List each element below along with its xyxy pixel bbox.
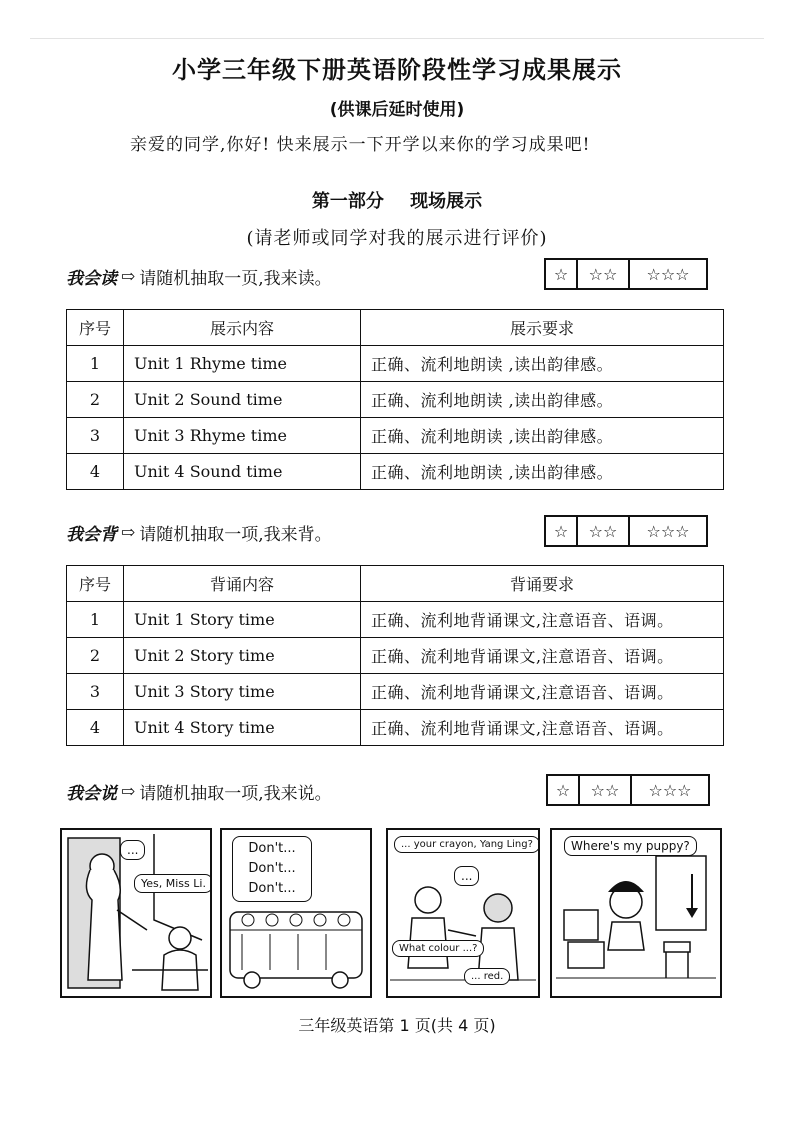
part-note: (请老师或同学对我的展示进行评价) (246, 228, 548, 249)
row-content: Unit 4 Story time (124, 710, 361, 746)
rating-three-stars[interactable]: ☆☆☆ (646, 264, 690, 284)
rating-two-stars[interactable]: ☆☆ (578, 260, 630, 288)
row-content: Unit 1 Story time (124, 602, 361, 638)
speech-bubble: ... (120, 840, 145, 860)
speech-bubble: Where's my puppy? (564, 836, 697, 856)
read-section-header (66, 264, 332, 289)
rating-three-stars[interactable]: ☆☆☆ (646, 521, 690, 541)
read-tag: 我会读 (66, 269, 117, 289)
col-header-requirement: 背诵要求 (361, 566, 724, 602)
row-content: Unit 3 Rhyme time (124, 418, 361, 454)
page-footer: 三年级英语第 1 页(共 4 页) (298, 1016, 496, 1035)
row-content: Unit 2 Sound time (124, 382, 361, 418)
col-header-content: 背诵内容 (124, 566, 361, 602)
row-number: 2 (67, 638, 124, 674)
row-number: 3 (67, 418, 124, 454)
speak-rating-box (546, 774, 710, 806)
comic-panel-classroom (60, 828, 212, 998)
rating-one-star[interactable]: ☆ (546, 517, 578, 545)
speech-bubble: Yes, Miss Li. (134, 874, 212, 893)
row-requirement: 正确、流利地背诵课文,注意语音、语调。 (361, 674, 724, 710)
row-content: Unit 2 Story time (124, 638, 361, 674)
row-number: 1 (67, 602, 124, 638)
row-number: 3 (67, 674, 124, 710)
speech-bubble (232, 836, 312, 902)
read-rating-box (544, 258, 708, 290)
part-label: 第一部分 (311, 191, 384, 212)
rating-three-stars[interactable]: ☆☆☆ (648, 780, 692, 800)
table-row (67, 346, 724, 382)
row-requirement: 正确、流利地背诵课文,注意语音、语调。 (361, 710, 724, 746)
table-header-row (67, 310, 724, 346)
table-row (67, 418, 724, 454)
row-requirement: 正确、流利地朗读 ,读出韵律感。 (361, 418, 724, 454)
row-content: Unit 4 Sound time (124, 454, 361, 490)
table-row (67, 382, 724, 418)
page-subtitle: (供课后延时使用) (329, 100, 465, 120)
col-header-content: 展示内容 (124, 310, 361, 346)
speak-tag: 我会说 (66, 784, 117, 804)
bubble-line: Don't... (248, 861, 296, 876)
rating-one-star[interactable]: ☆ (546, 260, 578, 288)
recite-instruction: 请随机抽取一项,我来背。 (139, 525, 332, 545)
greeting-text: 亲爱的同学,你好! 快来展示一下开学以来你的学习成果吧! (130, 135, 591, 155)
col-header-number: 序号 (67, 566, 124, 602)
speak-section-header (66, 779, 332, 804)
top-rule (30, 38, 764, 39)
bubble-line: Don't... (248, 841, 296, 856)
bubble-line: Don't... (248, 881, 296, 896)
row-requirement: 正确、流利地朗读 ,读出韵律感。 (361, 346, 724, 382)
row-requirement: 正确、流利地朗读 ,读出韵律感。 (361, 382, 724, 418)
recite-rating-box (544, 515, 708, 547)
rating-one-star[interactable]: ☆ (548, 776, 580, 804)
speech-bubble: What colour ...? (392, 940, 484, 957)
table-row (67, 674, 724, 710)
comic-strip (60, 828, 720, 998)
row-requirement: 正确、流利地背诵课文,注意语音、语调。 (361, 638, 724, 674)
recite-table (66, 565, 724, 746)
row-content: Unit 1 Rhyme time (124, 346, 361, 382)
row-number: 4 (67, 454, 124, 490)
row-number: 1 (67, 346, 124, 382)
recite-section-header (66, 520, 332, 545)
arrow-right-icon: ⇨ (121, 266, 136, 287)
read-instruction: 请随机抽取一页,我来读。 (139, 269, 332, 289)
table-row (67, 602, 724, 638)
comic-panel-puppy (550, 828, 722, 998)
rating-two-stars[interactable]: ☆☆ (580, 776, 632, 804)
row-requirement: 正确、流利地背诵课文,注意语音、语调。 (361, 602, 724, 638)
col-header-requirement: 展示要求 (361, 310, 724, 346)
part-name: 现场展示 (410, 191, 483, 212)
row-requirement: 正确、流利地朗读 ,读出韵律感。 (361, 454, 724, 490)
recite-tag: 我会背 (66, 525, 117, 545)
comic-panel-bus (220, 828, 372, 998)
rating-two-stars[interactable]: ☆☆ (578, 517, 630, 545)
table-row (67, 710, 724, 746)
comic-panel-crayon (386, 828, 540, 998)
table-row (67, 454, 724, 490)
speech-bubble: ... red. (464, 968, 510, 985)
speech-bubble: ... your crayon, Yang Ling? (394, 836, 540, 853)
row-content: Unit 3 Story time (124, 674, 361, 710)
speak-instruction: 请随机抽取一项,我来说。 (139, 784, 332, 804)
arrow-right-icon: ⇨ (121, 781, 136, 802)
row-number: 2 (67, 382, 124, 418)
row-number: 4 (67, 710, 124, 746)
arrow-right-icon: ⇨ (121, 522, 136, 543)
part-title (0, 187, 794, 213)
crayon-illustration (388, 830, 538, 996)
speech-bubble: ... (454, 866, 479, 886)
read-table (66, 309, 724, 490)
page-title: 小学三年级下册英语阶段性学习成果展示 (172, 56, 622, 84)
table-header-row (67, 566, 724, 602)
col-header-number: 序号 (67, 310, 124, 346)
table-row (67, 638, 724, 674)
